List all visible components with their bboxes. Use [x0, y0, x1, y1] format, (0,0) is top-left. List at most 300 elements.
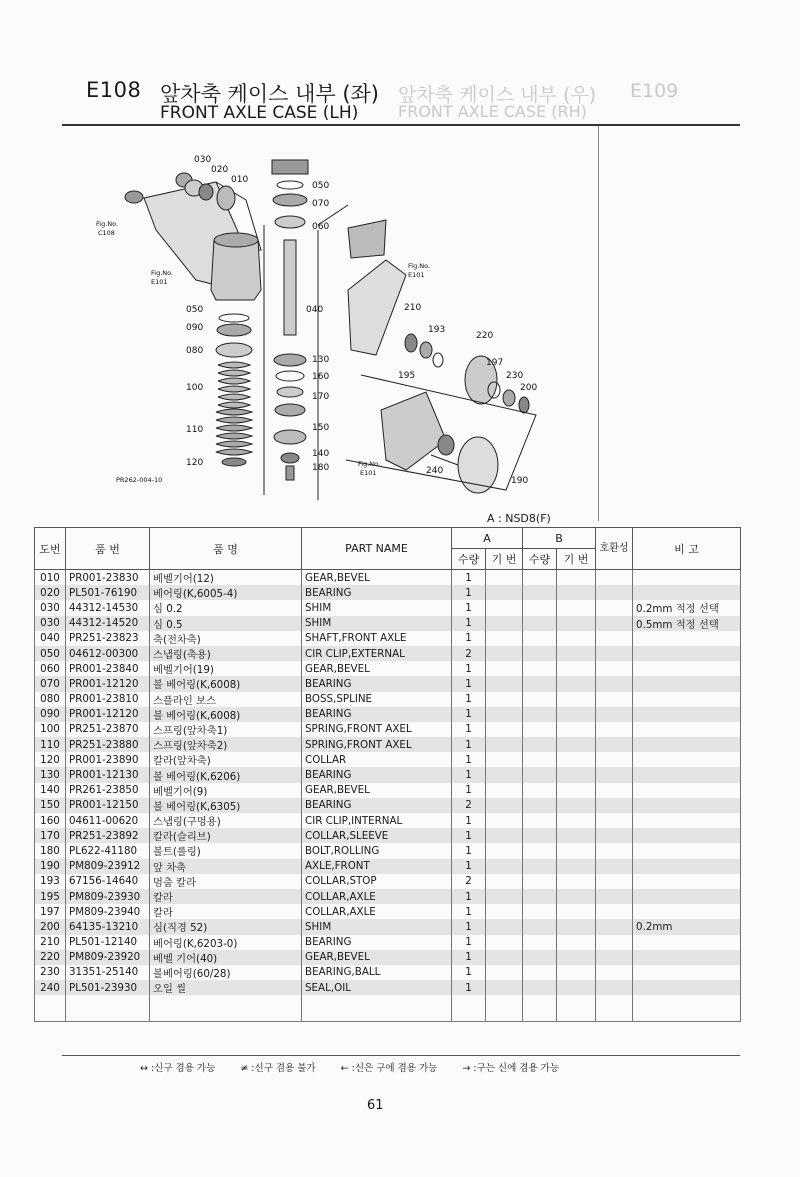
cell-seq: 140	[35, 783, 66, 798]
figref-c108-number: C108	[98, 229, 115, 237]
cell-interchange	[596, 676, 633, 691]
cell-name-en: COLLAR,AXLE	[302, 904, 452, 919]
cell-period-b	[557, 935, 596, 950]
cell-empty	[452, 995, 486, 1022]
cell-qty-a: 2	[452, 798, 486, 813]
cell-name-en: BOLT,ROLLING	[302, 843, 452, 858]
cell-period-b	[557, 616, 596, 631]
cell-period-a	[486, 935, 523, 950]
cell-qty-b	[523, 965, 557, 980]
cell-period-a	[486, 676, 523, 691]
exploded-diagram	[86, 140, 586, 505]
cell-interchange	[596, 616, 633, 631]
cell-part-no: PR001-12130	[66, 767, 150, 782]
cell-name-en: BEARING	[302, 585, 452, 600]
cell-name-en: SEAL,OIL	[302, 980, 452, 995]
cell-name-en: CIR CLIP,EXTERNAL	[302, 646, 452, 661]
cell-part-no: PR001-12120	[66, 707, 150, 722]
callout: 030	[194, 155, 212, 165]
cell-interchange	[596, 767, 633, 782]
cell-interchange	[596, 600, 633, 615]
cell-qty-a: 1	[452, 692, 486, 707]
cell-period-a	[486, 600, 523, 615]
cell-qty-a: 1	[452, 919, 486, 934]
cell-qty-b	[523, 919, 557, 934]
cell-period-b	[557, 767, 596, 782]
cell-qty-a: 1	[452, 935, 486, 950]
cell-qty-a: 1	[452, 828, 486, 843]
cell-name-kr: 스플라인 보스	[150, 692, 302, 707]
cell-name-kr: 베어링(K,6203-0)	[150, 935, 302, 950]
cell-qty-b	[523, 661, 557, 676]
cell-name-kr: 칼라	[150, 889, 302, 904]
cell-part-no: PL501-12140	[66, 935, 150, 950]
cell-name-en: COLLAR	[302, 752, 452, 767]
header-seq: 도번	[35, 528, 66, 570]
cell-seq: 160	[35, 813, 66, 828]
callout: 110	[186, 425, 204, 435]
header-part-no: 품 번	[66, 528, 150, 570]
cell-remarks	[633, 843, 741, 858]
cell-name-en: BEARING	[302, 798, 452, 813]
cell-qty-a: 1	[452, 889, 486, 904]
cell-period-b	[557, 600, 596, 615]
cell-period-a	[486, 919, 523, 934]
cell-seq: 090	[35, 707, 66, 722]
cell-qty-a: 1	[452, 813, 486, 828]
cell-name-kr: 심 0.5	[150, 616, 302, 631]
cell-name-en: GEAR,BEVEL	[302, 661, 452, 676]
cell-qty-b	[523, 631, 557, 646]
cell-seq: 030	[35, 600, 66, 615]
header-group-a: A	[452, 528, 523, 549]
cell-interchange	[596, 965, 633, 980]
table-row	[35, 828, 741, 843]
callout: 197	[486, 358, 504, 368]
cell-remarks	[633, 722, 741, 737]
cell-part-no: 64135-13210	[66, 919, 150, 934]
callout: 195	[398, 371, 416, 381]
cell-seq: 100	[35, 722, 66, 737]
cell-empty	[557, 995, 596, 1022]
cell-period-b	[557, 859, 596, 874]
cell-remarks	[633, 737, 741, 752]
table-row	[35, 798, 741, 813]
cell-name-kr: 심 0.2	[150, 600, 302, 615]
cell-empty	[66, 995, 150, 1022]
table-row	[35, 692, 741, 707]
cell-qty-a: 1	[452, 950, 486, 965]
cell-name-en: SPRING,FRONT AXEL	[302, 737, 452, 752]
page-code: E108	[86, 78, 142, 102]
cell-period-b	[557, 631, 596, 646]
cell-name-en: CIR CLIP,INTERNAL	[302, 813, 452, 828]
header-interchange: 호환성	[596, 528, 633, 570]
header-remarks: 비 고	[633, 528, 741, 570]
ghost-code: E109	[630, 80, 679, 102]
cell-interchange	[596, 752, 633, 767]
cell-period-b	[557, 661, 596, 676]
header-period-b: 기 번	[557, 549, 596, 570]
cell-name-kr: 베벨기어(9)	[150, 783, 302, 798]
cell-seq: 130	[35, 767, 66, 782]
cell-seq: 190	[35, 859, 66, 874]
cell-name-kr: 볼트(롤링)	[150, 843, 302, 858]
table-row	[35, 676, 741, 691]
cell-remarks	[633, 661, 741, 676]
cell-name-kr: 베벨기어(12)	[150, 570, 302, 586]
cell-period-a	[486, 585, 523, 600]
cell-period-b	[557, 950, 596, 965]
cell-qty-a: 1	[452, 570, 486, 586]
table-row	[35, 661, 741, 676]
cell-name-kr: 볼 베어링(K,6008)	[150, 707, 302, 722]
interchange-legend	[140, 1060, 581, 1074]
cell-name-kr: 볼 베어링(K,6305)	[150, 798, 302, 813]
cell-name-en: COLLAR,SLEEVE	[302, 828, 452, 843]
cell-qty-a: 1	[452, 783, 486, 798]
callout: 180	[312, 463, 330, 473]
cell-remarks	[633, 783, 741, 798]
cell-part-no: PM809-23940	[66, 904, 150, 919]
figref-e101-label: Fig.No.	[358, 460, 381, 468]
cell-interchange	[596, 813, 633, 828]
cell-remarks	[633, 752, 741, 767]
cell-interchange	[596, 843, 633, 858]
cell-qty-b	[523, 767, 557, 782]
cell-remarks	[633, 798, 741, 813]
cell-seq: 230	[35, 965, 66, 980]
cell-qty-b	[523, 935, 557, 950]
cell-period-a	[486, 737, 523, 752]
cell-qty-b	[523, 676, 557, 691]
cell-period-a	[486, 692, 523, 707]
table-row	[35, 631, 741, 646]
cell-interchange	[596, 889, 633, 904]
cell-name-kr: 스프링(앞차축1)	[150, 722, 302, 737]
legend-item: → :구는 신에 겸용 가능	[462, 1063, 559, 1074]
cell-interchange	[596, 585, 633, 600]
figref-e101-label: Fig.No.	[151, 269, 174, 277]
figref-c108-label: Fig.No.	[96, 220, 119, 228]
cell-part-no: 44312-14530	[66, 600, 150, 615]
callout: 200	[520, 383, 538, 393]
cell-interchange	[596, 919, 633, 934]
cell-name-en: BEARING	[302, 767, 452, 782]
cell-seq: 010	[35, 570, 66, 586]
cell-period-b	[557, 965, 596, 980]
cell-remarks: 0.2mm	[633, 919, 741, 934]
cell-interchange	[596, 935, 633, 950]
cell-period-a	[486, 980, 523, 995]
cell-period-b	[557, 813, 596, 828]
cell-qty-a: 1	[452, 843, 486, 858]
callout: 080	[186, 346, 204, 356]
cell-qty-a: 1	[452, 965, 486, 980]
cell-name-kr: 심(직경 52)	[150, 919, 302, 934]
table-row	[35, 752, 741, 767]
callout: 240	[426, 466, 444, 476]
callout: 050	[186, 305, 204, 315]
cell-part-no: PR001-23810	[66, 692, 150, 707]
cell-name-en: BEARING	[302, 676, 452, 691]
cell-remarks	[633, 813, 741, 828]
cell-qty-b	[523, 889, 557, 904]
cell-empty	[596, 995, 633, 1022]
cell-seq: 080	[35, 692, 66, 707]
callout: 020	[211, 165, 229, 175]
cell-qty-b	[523, 752, 557, 767]
cell-seq: 020	[35, 585, 66, 600]
callout: 140	[312, 449, 330, 459]
cell-period-b	[557, 737, 596, 752]
cell-remarks	[633, 965, 741, 980]
table-row	[35, 965, 741, 980]
figref-e101-number: E101	[151, 278, 168, 286]
cell-qty-b	[523, 980, 557, 995]
callout: 120	[186, 458, 204, 468]
cell-name-kr: 칼라	[150, 904, 302, 919]
cell-part-no: 44312-14520	[66, 616, 150, 631]
model-note: A : NSD8(F)	[487, 512, 551, 525]
cell-seq: 193	[35, 874, 66, 889]
cell-remarks	[633, 950, 741, 965]
cell-remarks	[633, 570, 741, 586]
cell-remarks: 0.5mm 적정 선택	[633, 616, 741, 631]
cell-name-en: BEARING	[302, 707, 452, 722]
cell-interchange	[596, 570, 633, 586]
table-row	[35, 616, 741, 631]
cell-period-a	[486, 752, 523, 767]
cell-name-en: SHIM	[302, 616, 452, 631]
cell-qty-b	[523, 616, 557, 631]
cell-empty	[35, 995, 66, 1022]
cell-remarks	[633, 980, 741, 995]
cell-seq: 150	[35, 798, 66, 813]
cell-part-no: PL622-41180	[66, 843, 150, 858]
header-qty-a: 수량	[452, 549, 486, 570]
cell-qty-b	[523, 859, 557, 874]
cell-interchange	[596, 828, 633, 843]
cell-name-en: GEAR,BEVEL	[302, 950, 452, 965]
cell-name-en: GEAR,BEVEL	[302, 783, 452, 798]
cell-period-b	[557, 585, 596, 600]
cell-name-kr: 칼라(앞차축)	[150, 752, 302, 767]
cell-name-en: SPRING,FRONT AXEL	[302, 722, 452, 737]
cell-part-no: PR251-23880	[66, 737, 150, 752]
table-row	[35, 889, 741, 904]
cell-period-a	[486, 874, 523, 889]
cell-seq: 220	[35, 950, 66, 965]
cell-empty	[523, 995, 557, 1022]
cell-name-en: COLLAR,AXLE	[302, 889, 452, 904]
cell-period-a	[486, 843, 523, 858]
legend-item: ← :신은 구에 겸용 가능	[340, 1063, 438, 1074]
cell-qty-b	[523, 585, 557, 600]
cell-part-no: PR251-23870	[66, 722, 150, 737]
cell-name-en: BEARING	[302, 935, 452, 950]
table-filler-row	[35, 995, 741, 1022]
cell-name-kr: 축(전차축)	[150, 631, 302, 646]
cell-seq: 040	[35, 631, 66, 646]
cell-part-no: PL501-76190	[66, 585, 150, 600]
cell-period-b	[557, 980, 596, 995]
cell-qty-a: 1	[452, 707, 486, 722]
cell-interchange	[596, 737, 633, 752]
cell-remarks	[633, 828, 741, 843]
cell-part-no: PM809-23930	[66, 889, 150, 904]
legend-item: ↔ :신구 겸용 가능	[140, 1063, 216, 1074]
table-row	[35, 737, 741, 752]
cell-part-no: 04612-00300	[66, 646, 150, 661]
header-rule	[62, 124, 740, 126]
cell-empty	[633, 995, 741, 1022]
table-row	[35, 570, 741, 586]
cell-seq: 120	[35, 752, 66, 767]
callout: 010	[231, 175, 249, 185]
callout: 100	[186, 383, 204, 393]
cell-part-no: 04611-00620	[66, 813, 150, 828]
cell-qty-a: 1	[452, 722, 486, 737]
cell-remarks	[633, 904, 741, 919]
header-qty-b: 수량	[523, 549, 557, 570]
cell-name-kr: 볼 베어링(K,6008)	[150, 676, 302, 691]
table-row	[35, 874, 741, 889]
callout: 220	[476, 331, 494, 341]
cell-qty-a: 1	[452, 616, 486, 631]
cell-name-en: SHIM	[302, 600, 452, 615]
cell-part-no: PR251-23892	[66, 828, 150, 843]
header-name-en: PART NAME	[302, 528, 452, 570]
cell-seq: 050	[35, 646, 66, 661]
cell-period-b	[557, 646, 596, 661]
cell-period-a	[486, 767, 523, 782]
cell-period-b	[557, 676, 596, 691]
legend-item: ≠ :신구 겸용 불가	[240, 1063, 316, 1074]
cell-period-a	[486, 631, 523, 646]
cell-period-b	[557, 919, 596, 934]
cell-period-b	[557, 843, 596, 858]
cell-remarks	[633, 646, 741, 661]
cell-name-kr: 오일 씰	[150, 980, 302, 995]
cell-period-a	[486, 661, 523, 676]
cell-name-en: SHAFT,FRONT AXLE	[302, 631, 452, 646]
cell-qty-b	[523, 600, 557, 615]
cell-interchange	[596, 783, 633, 798]
cell-period-a	[486, 889, 523, 904]
cell-qty-a: 1	[452, 980, 486, 995]
cell-qty-a: 1	[452, 904, 486, 919]
figref-e101-label: Fig.No.	[408, 262, 431, 270]
cell-period-b	[557, 874, 596, 889]
cell-qty-a: 1	[452, 752, 486, 767]
cell-period-a	[486, 965, 523, 980]
table-row	[35, 585, 741, 600]
cell-seq: 240	[35, 980, 66, 995]
cell-remarks	[633, 859, 741, 874]
table-row	[35, 904, 741, 919]
ghost-title-kr: 앞차축 케이스 내부 (우)	[398, 84, 597, 106]
table-row	[35, 813, 741, 828]
cell-part-no: PM809-23912	[66, 859, 150, 874]
cell-period-b	[557, 783, 596, 798]
cell-seq: 195	[35, 889, 66, 904]
cell-name-en: BOSS,SPLINE	[302, 692, 452, 707]
cell-seq: 070	[35, 676, 66, 691]
cell-name-kr: 멈춤 칼라	[150, 874, 302, 889]
cell-remarks	[633, 889, 741, 904]
cell-seq: 110	[35, 737, 66, 752]
cell-name-kr: 스냅링(구멍용)	[150, 813, 302, 828]
cell-seq: 030	[35, 616, 66, 631]
table-row	[35, 919, 741, 934]
cell-interchange	[596, 980, 633, 995]
cell-period-b	[557, 752, 596, 767]
cell-name-en: SHIM	[302, 919, 452, 934]
cell-qty-a: 1	[452, 767, 486, 782]
cell-qty-b	[523, 813, 557, 828]
cell-seq: 170	[35, 828, 66, 843]
page-title-en: FRONT AXLE CASE (LH)	[160, 103, 359, 123]
table-row	[35, 646, 741, 661]
cell-period-a	[486, 570, 523, 586]
cell-seq: 180	[35, 843, 66, 858]
cell-interchange	[596, 707, 633, 722]
cell-part-no: PR001-12150	[66, 798, 150, 813]
page-number: 61	[367, 1098, 384, 1113]
callout: 070	[312, 199, 330, 209]
cell-seq: 210	[35, 935, 66, 950]
cell-period-b	[557, 798, 596, 813]
cell-interchange	[596, 859, 633, 874]
cell-qty-b	[523, 783, 557, 798]
callout: 210	[404, 303, 422, 313]
header-group-b: B	[523, 528, 596, 549]
cell-interchange	[596, 874, 633, 889]
cell-name-kr: 베벨 기어(40)	[150, 950, 302, 965]
cell-qty-b	[523, 843, 557, 858]
cell-remarks	[633, 631, 741, 646]
parts-table	[34, 527, 741, 1022]
callout: 060	[312, 222, 330, 232]
cell-part-no: PR001-23830	[66, 570, 150, 586]
cell-seq: 060	[35, 661, 66, 676]
callout: 130	[312, 355, 330, 365]
footer-rule	[62, 1055, 740, 1056]
cell-part-no: PR001-12120	[66, 676, 150, 691]
table-row	[35, 707, 741, 722]
cell-period-b	[557, 828, 596, 843]
cell-interchange	[596, 798, 633, 813]
cell-interchange	[596, 646, 633, 661]
cell-period-a	[486, 828, 523, 843]
cell-remarks	[633, 692, 741, 707]
cell-period-b	[557, 904, 596, 919]
cell-name-en: BEARING,BALL	[302, 965, 452, 980]
cell-interchange	[596, 950, 633, 965]
cell-name-kr: 볼 베어링(K,6206)	[150, 767, 302, 782]
cell-period-a	[486, 950, 523, 965]
header-period-a: 기 번	[486, 549, 523, 570]
table-row	[35, 767, 741, 782]
table-row	[35, 859, 741, 874]
page-gutter-line	[598, 126, 599, 521]
cell-qty-b	[523, 722, 557, 737]
page-title-kr: 앞차축 케이스 내부 (좌)	[160, 82, 379, 106]
cell-qty-b	[523, 737, 557, 752]
cell-qty-b	[523, 707, 557, 722]
cell-qty-b	[523, 570, 557, 586]
